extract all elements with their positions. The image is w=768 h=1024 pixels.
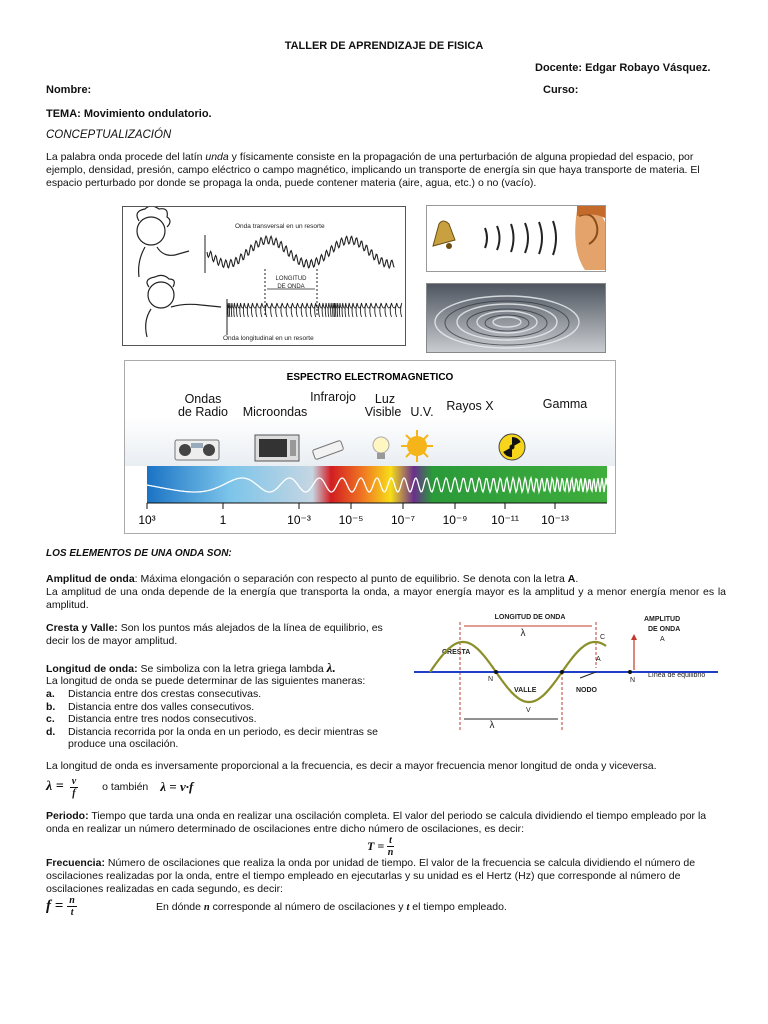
frequency-formula: f = $\frac{n}{t}$ <box>46 895 75 918</box>
label-ondas: Ondas <box>184 392 222 406</box>
radio-icon <box>175 440 219 460</box>
lambda-top: λ <box>520 628 526 639</box>
amplitud-more: La amplitud de una onda depende de la energía que transporta la onda, a mayor energía mayor es la amplitud y a menor energía menor es la amplitud. <box>46 586 726 611</box>
microwave-icon <box>255 435 299 461</box>
cresta-paragraph: Cresta y Valle: Son los puntos más alejados de la línea de equilibrio, es decir los de mayor amplitud. <box>46 622 383 647</box>
spectrum-tick-label: 10³ <box>138 513 156 527</box>
spectrum-tick-label: 10⁻⁹ <box>442 513 468 527</box>
v-label: V <box>526 707 531 714</box>
donde-text: En dónde n corresponde al número de oscilaciones y t el tiempo empleado. <box>156 901 507 913</box>
label-de-radio: de Radio <box>177 405 229 419</box>
period-formula: T = $\frac{t}{n}$ <box>367 835 394 858</box>
nombre-label: Nombre: <box>46 84 92 96</box>
water-ripple-figure <box>426 283 606 353</box>
c-label: C <box>600 634 606 641</box>
label-rayos-x: Rayos X <box>446 399 494 413</box>
longitud-intro: La longitud de onda se puede determinar de las siguientes maneras: <box>46 675 366 687</box>
label-gamma: Gamma <box>542 397 588 411</box>
valle-label: VALLE <box>514 687 537 694</box>
spectrum-tick-label: 10⁻⁵ <box>338 513 364 527</box>
periodo-paragraph: Periodo: Tiempo que tarda una onda en realizar una oscilación completa. El valor del periodo se calcula dividiendo el tiempo empleado por la onda en realizar un número determinado de oscilaciones entre dicho número de oscilaciones, es decir: <box>46 810 707 835</box>
inverse-paragraph: La longitud de onda es inversamente proporcional a la frecuencia, es decir a mayor frecuencia menor longitud de onda y viceversa. <box>46 760 657 772</box>
n-label-2: N <box>630 677 636 684</box>
a-label: A <box>596 656 601 663</box>
wave-diagram <box>412 606 730 740</box>
label-visible: Visible <box>364 405 402 419</box>
amplitud-label-2: DE ONDA <box>648 626 681 633</box>
frecuencia-paragraph: Frecuencia: Número de oscilaciones que realiza la onda por unidad de tiempo. El valor de la frecuencia se calcula dividiendo el número de oscilaciones realizadas por la onda, entre el tiempo empleado en ejecutarlas y su unidad es el Hertz (Hz) que corresponde al número de oscilaciones realizadas en cada segundo, es decir: <box>46 857 696 895</box>
spectrum-tick-label: 10⁻⁷ <box>390 513 416 527</box>
longitudinal-label: Onda longitudinal en un resorte <box>223 335 314 342</box>
amplitud-letter: A <box>660 636 665 643</box>
document-title: TALLER DE APRENDIZAJE DE FISICA <box>284 40 484 52</box>
intro-paragraph: La palabra onda procede del latín unda y físicamente consiste en la propagación de una perturbación de alguna propiedad del espacio, por ejemplo, densidad, presión, campo eléctrico o campo magnético, implicando un transporte de energía sin que haya transporte de materia. El espacio perturbado por donde se propaga la onda, puede contener materia (aire, agua, etc.) o no (vacío). <box>46 151 700 189</box>
tema: TEMA: Movimiento ondulatorio. <box>46 108 212 120</box>
spring-wave-figure <box>122 206 406 346</box>
label-infrarojo: Infrarojo <box>310 390 356 404</box>
docente: Docente: Edgar Robayo Vásquez. <box>535 62 711 74</box>
longitud-de-onda-label: LONGITUD DE ONDA <box>494 614 566 621</box>
n-label-1: N <box>488 676 494 683</box>
list-item: c. Distancia entre tres nodos consecutivos. <box>46 713 257 725</box>
amplitud-label-1: AMPLITUD <box>644 616 681 623</box>
longitud-list <box>46 688 402 751</box>
list-item: a. Distancia entre dos crestas consecutivas. <box>46 688 262 700</box>
section-heading: CONCEPTUALIZACIÓN <box>46 129 172 141</box>
amplitud-paragraph: Amplitud de onda: Máxima elongación o separación con respecto al punto de equilibrio. Se denota con la letra A. <box>46 573 579 585</box>
radiation-icon <box>499 434 525 460</box>
ear-icon <box>575 206 605 270</box>
label-uv: U.V. <box>410 405 434 419</box>
spectrum-tick-label: 1 <box>219 513 227 527</box>
spectrum-tick-label: 10⁻³ <box>287 513 311 527</box>
curso-label: Curso: <box>543 84 579 96</box>
spectrum-tick-label: 10⁻¹³ <box>541 513 569 527</box>
bell-icon <box>433 221 455 249</box>
longitud-paragraph: Longitud de onda: Se simboliza con la letra griega lambda λ. <box>46 660 336 675</box>
spectrum-tick-label: 10⁻¹¹ <box>491 513 519 527</box>
list-item: d. Distancia recorrida por la onda en un periodo, es decir mientras se produce una oscilación. <box>46 725 378 750</box>
equilibrio-label: Línea de equilibrio <box>648 672 706 679</box>
label-microondas: Microondas <box>242 405 308 419</box>
transverse-label: Onda transversal en un resorte <box>235 223 325 230</box>
nodo-label: NODO <box>576 687 597 694</box>
spectrum-figure <box>124 360 616 534</box>
list-item: b. Distancia entre dos valles consecutivos. <box>46 700 255 713</box>
sound-wave-figure <box>426 205 606 272</box>
spectrum-title: ESPECTRO ELECTROMAGNETICO <box>286 372 454 383</box>
lambda-formula: λ = $\frac{v}{f}$ o también λ = v·f <box>46 775 194 799</box>
cresta-label: CRESTA <box>442 649 471 656</box>
wavelength-label: LONGITUD DE ONDA <box>275 276 307 290</box>
elements-heading: LOS ELEMENTOS DE UNA ONDA SON: <box>46 548 232 559</box>
lambda-bottom: λ <box>489 720 495 731</box>
label-luz: Luz <box>374 392 396 406</box>
